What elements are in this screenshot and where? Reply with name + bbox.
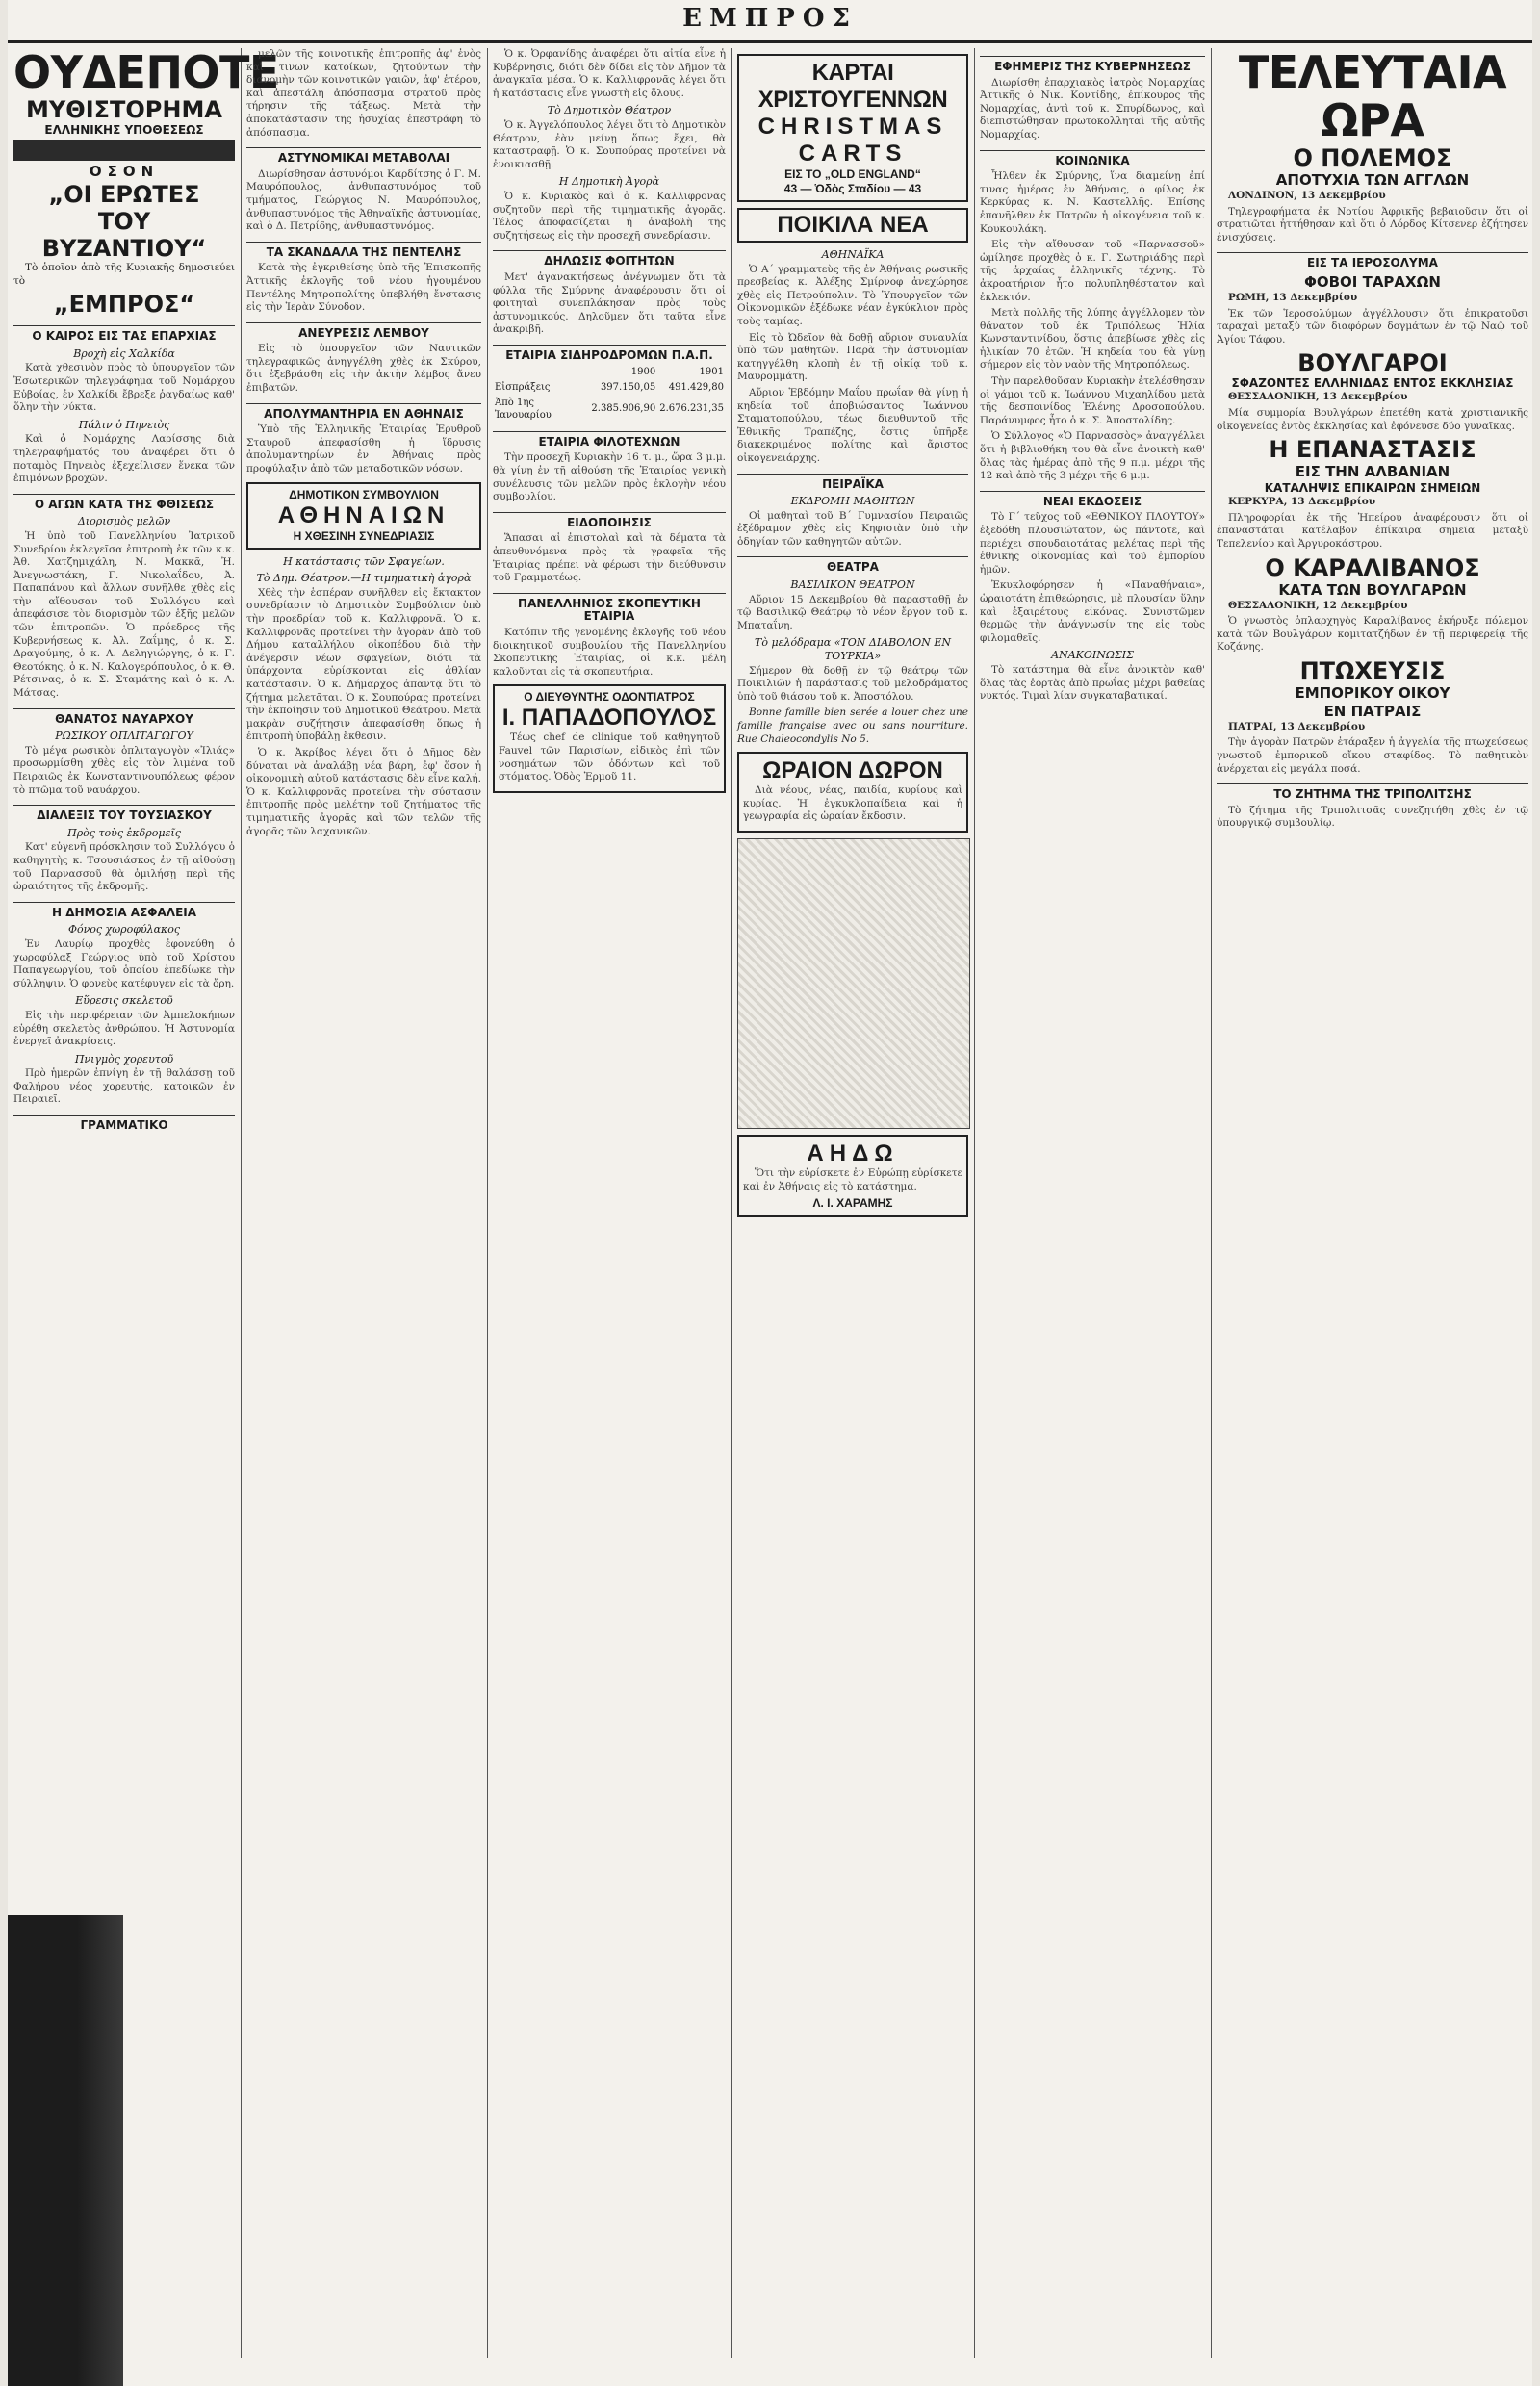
article-body: Σήμερον θὰ δοθῇ ἐν τῷ θεάτρῳ τῶν Ποικιλιῶν ἡ παράστασις τοῦ μελοδράματος ὑπὸ τοῦ θιάσου τοῦ κ. Ἀποστόλου. xyxy=(737,664,968,703)
sub-excursionists: Πρὸς τοὺς ἐκδρομεῖς xyxy=(67,826,181,839)
gift-ad-title: ΩΡΑΙΟΝ ΔΩΡΟΝ xyxy=(762,757,943,784)
sub-slaughterhouses: Η κατάστασις τῶν Σφαγείων. xyxy=(283,554,445,568)
article-body: Μία συμμορία Βουλγάρων ἐπετέθη κατὰ χριστιανικῆς οἰκογενείας ἐντὸς ἐκκλησίας καὶ ἐφόνευσε δύο γυναῖκας. xyxy=(1217,406,1528,432)
article-body: Κατ' εὐγενῆ πρόσκλησιν τοῦ Συλλόγου ὁ καθηγητὴς κ. Τσουσιάσκος ἐν τῇ αἰθούσῃ τοῦ Παρνασσοῦ θὰ ὁμιλήσῃ περὶ τῆς ὡραιότητος τῆς ἐκδρομῆς. xyxy=(13,841,235,893)
article-body: Διὰ νέους, νέας, παιδία, κυρίους καὶ κυρίας. Ἡ ἐγκυκλοπαίδεια καὶ ἡ γεωγραφία εἰς ὡραίαν ἔκδοσιν. xyxy=(743,784,962,823)
section-karalivanos: Ο ΚΑΡΑΛΙΒΑΝΟΣ xyxy=(1265,553,1480,581)
column-separator xyxy=(241,48,242,2358)
dateline-patras: ΠΑΤΡΑΙ, 13 Δεκεμβρίου xyxy=(1228,720,1366,732)
table-header-row xyxy=(493,365,726,380)
headline-subject: ΕΛΛΗΝΙΚΗΣ ΥΠΟΘΕΣΕΩΣ xyxy=(44,123,204,137)
sub-members: Διορισμὸς μελῶν xyxy=(77,515,171,528)
article-body: Αὔριον 15 Δεκεμβρίου θὰ παρασταθῇ ἐν τῷ Βασιλικῷ Θεάτρῳ τὸ νέον ἔργον τοῦ κ. Μπαταΐνη. xyxy=(737,593,968,631)
section-penteli: ΤΑ ΣΚΑΝΔΑΛΑ ΤΗΣ ΠΕΝΤΕΛΗΣ xyxy=(246,242,481,260)
dateline-london: ΛΟΝΔΙΝΟΝ, 13 Δεκεμβρίου xyxy=(1228,190,1386,201)
section-piraeus: ΠΕΙΡΑΪΚΑ xyxy=(737,474,968,492)
article-body: Τὸ κατάστημα θὰ εἶνε ἀνοικτὸν καθ' ὅλας τὰς ἑορτὰς ἀπὸ πρωΐας μέχρι βαθείας νυκτός. Τιμαὶ λίαν συγκαταβατικαί. xyxy=(980,663,1205,703)
article-body: Ὁ Σύλλογος «Ὁ Παρνασσὸς» ἀναγγέλλει ὅτι ἡ βιβλιοθήκη του θὰ εἶνε ἀνοικτὴ καθ' ὅλας τὰς ἡμέρας ἀπὸ τῆς 9 π.μ. μέχρι τῆς 12 καὶ ἀπὸ τῆς 3 μέχρι τῆς 6 μ.μ. xyxy=(980,430,1205,482)
article-body: Εἰς τὴν περιφέρειαν τῶν Ἀμπελοκήπων εὑρέθη σκελετὸς ἀνθρώπου. Ἡ Ἀστυνομία ἐνεργεῖ ἀνακρίσεις. xyxy=(13,1009,235,1048)
headline-byzantiou: ΤΟΥ ΒΥΖΑΝΤΙΟΥ“ xyxy=(41,208,207,262)
masthead: ΕΜΠΡΟΣ xyxy=(682,4,858,33)
sub-gendarme-murder: Φόνος χωροφύλακος xyxy=(67,923,181,936)
article-body: Χθὲς τὴν ἑσπέραν συνῆλθεν εἰς ἔκτακτον συνεδρίασιν τὸ Δημοτικὸν Συμβούλιον ὑπὸ τὴν προεδρίαν τοῦ κ. Καλλιφρονᾶ. Ὁ κ. Καλλιφρονᾶς προτείνει τὴν ἀγορὰν ἀπὸ τοῦ Δήμου καταλλήλου οἰκοπέδου διὰ τὴν ἀνέγερσιν νέων σφαγείων, διότι τὰ ὑπάρχοντα εὑρίσκονται εἰς ἀθλίαν κατάστασιν. Ὁ κ. Δήμαρχος ἀπαντᾷ ὅτι τὸ ζήτημα μελετᾶται. Ὁ κ. Σουπούρας προτείνει τὴν ἐκποίησιν τοῦ Δημοτικοῦ Θεάτρου. Μετὰ μακρὰν συζήτησιν ἀπεφασίσθη ὅπως ἡ ἐπιτροπὴ ὑποβάλῃ ἔκθεσιν. xyxy=(246,586,481,743)
section-disinfection: ΑΠΟΛΥΜΑΝΤΗΡΙΑ ΕΝ ΑΘΗΝΑΙΣ xyxy=(246,403,481,422)
sub-theatre-market: Τὸ Δημ. Θέατρον.—Η τιμηματικὴ ἀγορὰ xyxy=(256,572,472,585)
article-body: Ἡ ὑπὸ τοῦ Πανελληνίου Ἰατρικοῦ Συνεδρίου ἐκλεγεῖσα ἐπιτροπὴ ἐκ τῶν κ.κ. Ἀθ. Χατζημιχάλη, Ν. Μακκᾶ, Ἠ. Ἀνεγνωστάκη, Γ. Νικολαΐδου, Ἀ. Παπαπάνου καὶ ἄλλων συνῆλθε χθὲς εἰς τὴν αἴθουσαν τοῦ Συλλόγου καὶ ἀπεφάσισε τὸν διορισμὸν τῶν ἑξῆς μελῶν τῶν ἐπιτροπῶν. Ὁ πρόεδρος τῆς Κυβερνήσεως κ. Ἀλ. Ζαΐμης, ὁ κ. Σ. Δραγούμης, ὁ κ. Λ. Δεληγιώργης, ὁ κ. Γ. Θεοτόκης, ὁ κ. Ν. Καλογερόπουλος, ὁ κ. Θ. Ρέτσινας, ὁ κ. Σ. Σταμάτης καὶ ὁ κ. Α. Μάτσας. xyxy=(13,529,235,700)
article-body: Εἰς τὸ Ὠδεῖον θὰ δοθῇ αὔριον συναυλία ὑπὸ τῶν μαθητῶν. Παρὰ τὴν ἀστυνομίαν κατηγγέλθη κλοπὴ ἐν τῇ οἰκίᾳ τοῦ κ. Μαυρομμάτη. xyxy=(737,331,968,383)
article-body: Κατὰ χθεσινὸν πρὸς τὸ ὑπουργεῖον τῶν Ἐσωτερικῶν τηλεγράφημα τοῦ Νομάρχου Εὐβοίας, ἐν Χαλκίδι ἔβρεξε ῥαγδαίως καθ' ὅλην τὴν νύκτα. xyxy=(13,362,235,414)
section-bankruptcy: ΠΤΩΧΕΥΣΙΣ xyxy=(1299,656,1446,684)
section-notice: ΕΙΔΟΠΟΙΗΣΙΣ xyxy=(493,512,726,530)
melodrama-line: Τὸ μελόδραμα «ΤΟΝ ΔΙΑΒΟΛΟΝ ΕΝ ΤΟΥΡΚΙΑ» xyxy=(755,636,951,663)
section-tripolitsa: ΤΟ ΖΗΤΗΜΑ ΤΗΣ ΤΡΙΠΟΛΙΤΣΗΣ xyxy=(1217,783,1528,802)
article-body: μελῶν τῆς κοινοτικῆς ἐπιτροπῆς ἀφ' ἑνὸς καὶ τινων κατοίκων, ζητούντων τὴν διανομὴν τῶν κοινοτικῶν γαιῶν, ἀφ' ἑτέρου, καὶ ἀπεστάλη ἀπόσπασμα στρατοῦ πρὸς τήρησιν τῆς τάξεως. Μετὰ τὴν ἀποκατάστασιν τῆς ἡσυχίας ἐπεστράφη τὸ ἀπόσπασμα. xyxy=(246,48,481,139)
article-body: Τὴν προσεχῆ Κυριακὴν 16 τ. μ., ὥρα 3 μ.μ. θὰ γίνῃ ἐν τῇ αἰθούσῃ τῆς Ἑταιρίας γενικὴ συνέλευσις τῶν μελῶν πρὸς ἐκλογὴν νέου συμβουλίου. xyxy=(493,451,726,503)
article-body: Τηλεγραφήματα ἐκ Νοτίου Ἀφρικῆς βεβαιοῦσιν ὅτι οἱ στρατιῶται ἠττήθησαν καὶ ὅτι ὁ Λόρδος Κίτσενερ ἐζήτησεν ἐνισχύσεις. xyxy=(1217,205,1528,244)
column-separator xyxy=(1211,48,1212,2358)
aido-ad-title: ΑΗΔΩ xyxy=(807,1140,899,1167)
section-boat-found: ΑΝΕΥΡΕΣΙΣ ΛΕΜΒΟΥ xyxy=(246,322,481,341)
sub-rain-chalkida: Βροχὴ εἰς Χαλκίδα xyxy=(73,346,175,360)
column-5 xyxy=(980,48,1205,2358)
article-body: Ὁ κ. Κυριακὸς καὶ ὁ κ. Καλλιφρονᾶς συζητοῦν περὶ τῆς τιμηματικῆς ἀγορᾶς. Τέλος ἀποφασίζεται ἡ ἀναβολὴ τῆς συζητήσεως εἰς τὴν προσεχῆ συνεδρίασιν. xyxy=(493,190,726,242)
illustration-image xyxy=(737,838,970,1129)
section-revolution: Η ΕΠΑΝΑΣΤΑΣΙΣ xyxy=(1269,436,1476,464)
section-new-editions: ΝΕΑΙ ΕΚΔΟΣΕΙΣ xyxy=(980,491,1205,509)
article-body: Ἐκ τῶν Ἱεροσολύμων ἀγγέλλουσιν ὅτι ἐπικρατοῦσι ταραχαὶ μεταξὺ τῶν διαφόρων δογμάτων ἐν τῷ Ναῷ τοῦ Ἁγίου Τάφου. xyxy=(1217,307,1528,346)
column-3 xyxy=(493,48,726,2358)
sub-troopship: ΡΩΣΙΚΟΥ ΟΠΛΙΤΑΓΩΓΟΥ xyxy=(55,730,193,743)
ad-address: 43 — Ὁδὸς Σταδίου — 43 xyxy=(783,182,922,195)
ad-title-english: CHRISTMAS CARTS xyxy=(757,114,948,167)
section-weather: Ο ΚΑΙΡΟΣ ΕΙΣ ΤΑΣ ΕΠΑΡΧΙΑΣ xyxy=(13,325,235,344)
table-row xyxy=(493,396,726,423)
sub-merchant-house: ΕΜΠΟΡΙΚΟΥ ΟΙΚΟΥ xyxy=(1295,683,1450,702)
headline-erotes: „ΟΙ ΕΡΩΤΕΣ xyxy=(48,181,200,208)
section-social: ΚΟΙΝΩΝΙΚΑ xyxy=(980,150,1205,168)
article-body: Ὁ κ. Ἀγγελόπουλος λέγει ὅτι τὸ Δημοτικὸν Θέατρον, ἐὰν μείνῃ ὅπως ἔχει, θὰ καταστραφῇ. Ὁ κ. Σουπούρας προτείνει νὰ ἐνοικιασθῇ. xyxy=(493,118,726,170)
sub-municipal-theatre: Τὸ Δημοτικὸν Θέατρον xyxy=(547,104,672,117)
section-jerusalem: ΕΙΣ ΤΑ ΙΕΡΟΣΟΛΥΜΑ xyxy=(1217,252,1528,270)
column-separator xyxy=(487,48,488,2358)
sub-skeleton-found: Εὕρεσις σκελετοῦ xyxy=(75,994,173,1008)
paper-name: „ΕΜΠΡΟΣ“ xyxy=(53,291,195,319)
dateline-rome: ΡΩΜΗ, 13 Δεκεμβρίου xyxy=(1228,291,1358,303)
article-body: Πρὸ ἡμερῶν ἐπνίγη ἐν τῇ θαλάσσῃ τοῦ Φαλήρου νέος χορευτής, κατοικῶν ἐν Πειραιεῖ. xyxy=(13,1067,235,1106)
section-phthisis: Ο ΑΓΩΝ ΚΑΤΑ ΤΗΣ ΦΘΙΣΕΩΣ xyxy=(13,494,235,512)
ad-shop: ΕΙΣ ΤΟ „OLD ENGLAND“ xyxy=(784,167,921,181)
section-poikila: ΠΟΙΚΙΛΑ ΝΕΑ xyxy=(777,212,929,238)
article-body: Τὴν παρελθοῦσαν Κυριακὴν ἐτελέσθησαν οἱ γάμοι τοῦ κ. Ἰωάννου Μιχαηλίδου μετὰ τῆς δεσποινίδος Ἑλένης Δροσοπούλου. Παράνυμφος ἦτο ὁ κ. Σ. Ἀποστολίδης. xyxy=(980,375,1205,426)
article-body: Ὅτι τὴν εὐρίσκετε ἐν Εὐρώπῃ εὑρίσκετε καὶ ἐν Ἀθήναις εἰς τὸ κατάστημα. xyxy=(743,1167,962,1193)
poikila-box xyxy=(737,208,968,243)
section-bulgarians: ΒΟΥΛΓΑΡΟΙ xyxy=(1297,349,1448,377)
section-security: Η ΔΗΜΟΣΙΑ ΑΣΦΑΛΕΙΑ xyxy=(13,902,235,920)
newspaper-page xyxy=(8,0,1532,2386)
article-body: Πληροφορίαι ἐκ τῆς Ἠπείρου ἀναφέρουσιν ὅτι οἱ ἐπαναστάται κατέλαβον ἐπίκαιρα σημεῖα μεταξὺ Τεπελενίου καὶ Ἀργυροκάστρου. xyxy=(1217,511,1528,550)
article-body: Κατόπιν τῆς γενομένης ἐκλογῆς τοῦ νέου διοικητικοῦ συμβουλίου τῆς Πανελληνίου Σκοπευτικῆς Ἑταιρίας, οἱ κ.κ. μέλη καλοῦνται εἰς τὰ σκοπευτήρια. xyxy=(493,626,726,678)
sub-student-excursion: ΕΚΔΡΟΜΗ ΜΑΘΗΤΩΝ xyxy=(790,495,915,508)
col-year-1901: 1901 xyxy=(699,367,724,378)
sub-capture: ΚΑΤΑΛΗΨΙΣ ΕΠΙΚΑΙΡΩΝ ΣΗΜΕΙΩΝ xyxy=(1264,481,1481,496)
article-body: Ὁ κ. Ὀρφανίδης ἀναφέρει ὅτι αἰτία εἶνε ἡ Κυβέρνησις, διότι δὲν δίδει εἰς τὸν Δῆμον τὰ ἀναγκαῖα μέσα. Ὁ κ. Καλλιφρονᾶς λέγει ὅτι ἡ κατάστασις εἶνε γνωστὴ εἰς ὅλους. xyxy=(493,48,726,99)
section-shooting-society: ΠΑΝΕΛΛΗΝΙΟΣ ΣΚΟΠΕΥΤΙΚΗ ΕΤΑΙΡΙΑ xyxy=(493,593,726,624)
article-body: Ἐν Λαυρίῳ προχθὲς ἐφονεύθη ὁ χωροφύλαξ Γεώργιος ὑπὸ τοῦ Χρίστου Παπαγεωργίου, τοῦ ὁποίου ἐπεδίωκε τὴν σύλληψιν. Ὁ φονεὺς κατέφυγεν εἰς τὰ ὄρη. xyxy=(13,937,235,989)
ad-title-greek: ΚΑΡΤΑΙ ΧΡΙΣΤΟΥΓΕΝΝΩΝ xyxy=(757,60,948,113)
section-war: Ο ΠΟΛΕΜΟΣ xyxy=(1293,144,1452,171)
french-notice: Bonne famille bien serée a louer chez une famille française avec ou sans nourriture. Rue Chaleocondylis No 5. xyxy=(737,706,968,745)
article-body: Ἦλθεν ἐκ Σμύρνης, ἵνα διαμείνῃ ἐπί τινας ἡμέρας ἐν Ἀθήναις, ὁ φίλος ἐκ Κερκύρας κ. Ν. Καστελλῆς. Ἐπίσης ἐπανῆλθεν ἐκ Πατρῶν ἡ οἰκογένεια τοῦ κ. Κουκουλάκη. xyxy=(980,170,1205,235)
section-friends-of-arts: ΕΤΑΙΡΙΑ ΦΙΛΟΤΕΧΝΩΝ xyxy=(493,431,726,449)
christmas-cards-ad xyxy=(737,54,968,202)
council-box xyxy=(246,482,481,550)
column-2 xyxy=(246,48,481,2358)
aido-ad-name: Λ. Ι. ΧΑΡΑΜΗΣ xyxy=(812,1196,893,1211)
intro-text: Τὸ ὁποῖον ἀπὸ τῆς Κυριακῆς δημοσιεύει τὸ xyxy=(13,262,235,287)
sub-announcement: ΑΝΑΚΟΙΝΩΣΙΣ xyxy=(1051,649,1134,662)
article-body: Καὶ ὁ Νομάρχης Λαρίσσης διὰ τηλεγραφήματός του ἀναφέρει ὅτι ὁ ποταμὸς Πηνειὸς ἐξεχείλισεν ἕνεκα τῶν ἐπιμόνων βροχῶν. xyxy=(13,433,235,485)
article-body: Εἰς τὴν αἴθουσαν τοῦ «Παρνασσοῦ» ὡμίλησε προχθὲς ὁ κ. Γ. Σωτηριάδης περὶ τῆς ἀρχαίας ἑλληνικῆς τέχνης. Τὸ ἀκροατήριον ἦτο πολυπληθέστατον καὶ ἐκλεκτόν. xyxy=(980,239,1205,303)
aido-ad xyxy=(737,1135,968,1217)
sub-massacre: ΣΦΑΖΟΝΤΕΣ ΕΛΛΗΝΙΔΑΣ ΕΝΤΟΣ ΕΚΚΛΗΣΙΑΣ xyxy=(1231,376,1514,391)
article-body: Ἅπασαι αἱ ἐπιστολαὶ καὶ τὰ δέματα τὰ ἀπευθυνόμενα πρὸς τὰ γραφεῖα τῆς Ἑταιρίας πρέπει νὰ φέρωσι τὴν διεύθυνσιν τοῦ Γραμματέως. xyxy=(493,532,726,584)
row-label: Ἀπὸ 1ης Ἰανουαρίου xyxy=(495,397,552,422)
article-body: Εἰς τὸ ὑπουργεῖον τῶν Ναυτικῶν τηλεγραφικῶς ἀνηγγέλθη χθὲς ἐκ Σκύρου, ὅτι ἐξεβράσθη εἰς τὴν ἀκτὴν λέμβος ἄνευ ἐπιβατῶν. xyxy=(246,343,481,395)
article-body: Τὸ μέγα ρωσικὸν ὁπλιταγωγὸν «Ἰλιάς» προσωρμίσθη χθὲς εἰς τὸν λιμένα τοῦ Πειραιῶς ἐκ Κωνσταντινουπόλεως φέρον τὸ πτῶμα τοῦ ναυάρχου. xyxy=(13,744,235,796)
council-athens: ΑΘΗΝΑΙΩΝ xyxy=(277,501,450,528)
article-body: Ὑπὸ τῆς Ἑλληνικῆς Ἑταιρίας Ἐρυθροῦ Σταυροῦ ἀπεφασίσθη ἡ ἵδρυσις ἀπολυμαντηρίων ἐν Ἀθήναις πρὸς προφύλαξιν ἀπὸ τῶν μεταδοτικῶν νόσων. xyxy=(246,423,481,475)
column-separator xyxy=(974,48,975,2358)
article-body: Ὁ κ. Ἀκρίβος λέγει ὅτι ὁ Δῆμος δὲν δύναται νὰ ἀναλάβῃ νέα βάρη, ἐφ' ὅσον ἡ οἰκονομικὴ αὐτοῦ κατάστασις δὲν εἶνε καλή. Ὁ κ. Καλλιφρονᾶς προτείνει τὴν σύστασιν ἐπιτροπῆς πρὸς μελέτην τοῦ ζητήματος τῆς τιμηματικῆς ἀγορᾶς καὶ τῶν τελῶν τῆς ἀγορᾶς τῶν λαχανικῶν. xyxy=(246,746,481,837)
article-body: Αὔριον Ἑβδόμην Μαΐου πρωΐαν θὰ γίνῃ ἡ κηδεία τοῦ ἀποβιώσαντος Ἰωάννου Σταματοπούλου, τέως διευθυντοῦ τῆς Ἐθνικῆς Τραπέζης, ὅστις ὑπῆρξε διακεκριμένος πολίτης καὶ ἄριστος οἰκογενειάρχης. xyxy=(737,386,968,464)
row-label: Εἰσπράξεις xyxy=(495,382,551,394)
section-theatres: ΘΕΑΤΡΑ xyxy=(737,556,968,575)
cell-value: 397.150,05 xyxy=(600,382,656,394)
section-grammatiko: ΓΡΑΜΜΑΤΙΚΟ xyxy=(13,1115,235,1133)
masthead-rule xyxy=(8,40,1532,43)
col-year-1900: 1900 xyxy=(630,367,656,378)
sub-municipal-market: Η Δημοτικὴ Ἀγορὰ xyxy=(558,175,660,189)
royal-theatre: ΒΑΣΙΛΙΚΟΝ ΘΕΑΤΡΟΝ xyxy=(790,578,915,592)
dateline-corfu: ΚΕΡΚΥΡΑ, 13 Δεκεμβρίου xyxy=(1228,496,1376,508)
article-body: Ὁ γνωστὸς ὁπλαρχηγὸς Καραλίβανος ἐκήρυξε πόλεμον κατὰ τῶν Βουλγάρων κομιτατζήδων ἐν τῇ περιφερείᾳ τῆς Κοζάνης. xyxy=(1217,615,1528,654)
article-body: Ἐκυκλοφόρησεν ἡ «Παναθήναια», ὡραιοτάτη ἐπιθεώρησις, μὲ πλουσίαν ὕλην καὶ ἐξαιρέτους εἰκόνας. Συνιστῶμεν θερμῶς τὴν ἀνάγνωσίν της εἰς τοὺς φιλομαθεῖς. xyxy=(980,579,1205,644)
article-body: Διωρίσθη ἐπαρχιακὸς ἰατρὸς Νομαρχίας Ἀττικῆς ὁ Νικ. Κοντίδης, ἐπίκουρος τῆς Νομαρχίας, ἀντὶ τοῦ κ. Σπυρίδωνος, καὶ διεπιστώθησαν πρωτοκολληταὶ τῆς αὐτῆς Νομαρχίας. xyxy=(980,76,1205,141)
dentist-tag: Ο ΔΙΕΥΘΥΝΤΗΣ ΟΔΟΝΤΙΑΤΡΟΣ xyxy=(524,690,695,705)
column-4 xyxy=(737,48,968,2358)
article-body: Τὴν ἀγορὰν Πατρῶν ἐτάραξεν ἡ ἀγγελία τῆς πτωχεύσεως γνωστοῦ ἐμπορικοῦ οἴκου σταφίδος. Τὸ παθητικὸν ἀνέρχεται εἰς μεγάλα ποσά. xyxy=(1217,736,1528,775)
headline-mythistorima: ΜΥΘΙΣΤΟΡΗΜΑ xyxy=(26,96,222,123)
dark-strip xyxy=(13,140,235,161)
section-students: ΔΗΛΩΣΙΣ ΦΟΙΤΗΤΩΝ xyxy=(493,250,726,269)
article-body: Τὸ Γ΄ τεῦχος τοῦ «ΕΘΝΙΚΟΥ ΠΛΟΥΤΟΥ» ἐξεδόθη πλουσιώτατον, ὡς πάντοτε, καὶ περιέχει σπουδαιοτάτας μελέτας περὶ τῆς ἐθνικῆς οἰκονομίας καὶ τοῦ ἐμπορίου ἡμῶν. xyxy=(980,511,1205,576)
section-gazette: ΕΦΗΜΕΡΙΣ ΤΗΣ ΚΥΒΕΡΝΗΣΕΩΣ xyxy=(980,56,1205,74)
sub-fears: ΦΟΒΟΙ ΤΑΡΑΧΩΝ xyxy=(1304,272,1441,291)
sub-drowning: Πνιγμὸς χορευτοῦ xyxy=(74,1052,174,1065)
sub-athenian: ΑΘΗΝΑΪΚΑ xyxy=(821,248,885,261)
article-body: Τέως chef de clinique τοῦ καθηγητοῦ Fauvel τῶν Παρισίων, εἰδικὸς ἐπὶ τῶν νοσημάτων τῶν ὀδόντων καὶ τοῦ στόματος. Ὁδὸς Ἑρμοῦ 11. xyxy=(499,731,720,783)
gift-ad xyxy=(737,752,968,833)
sub-against-bulgarians: ΚΑΤΑ ΤΩΝ ΒΟΥΛΓΑΡΩΝ xyxy=(1278,580,1467,599)
section-police-changes: ΑΣΤΥΝΟΜΙΚΑΙ ΜΕΤΑΒΟΛΑΙ xyxy=(246,147,481,166)
sub-pineios: Πάλιν ὁ Πηνειὸς xyxy=(78,418,170,431)
torn-paper-edge xyxy=(8,1915,123,2386)
headline-oudepote: ΟΥΔΕΠΟΤΕ xyxy=(13,46,279,98)
table-row xyxy=(493,380,726,396)
section-railways: ΕΤΑΙΡΙΑ ΣΙΔΗΡΟΔΡΟΜΩΝ Π.Α.Π. xyxy=(493,345,726,363)
cell-value: 2.676.231,35 xyxy=(659,403,724,415)
headline-last-hour: ΤΕΛΕΥΤΑΙΑ ΩΡΑ xyxy=(1238,46,1507,146)
railway-revenue-table xyxy=(493,365,726,423)
article-body: Διωρίσθησαν ἀστυνόμοι Καρδίτσης ὁ Γ. Μ. Μαυρόπουλος, ἀνθυπαστυνόμος τοῦ τμήματος, Γεώργιος Ν. Μαυρόπουλος, ἀνθυπαστυνόμος τῆς Ἀθηναϊκῆς ἀστυνομίας, καὶ ὁ Δ. Πετρίδης, ἀνθυπαστυνόμος. xyxy=(246,167,481,233)
article-body: Ὁ Α΄ γραμματεὺς τῆς ἐν Ἀθήναις ρωσικῆς πρεσβείας κ. Ἀλέξης Σμίρνοφ ἀνεχώρησε χθὲς εἰς Πετρούπολιν. Τὸ Ὑπουργεῖον τῶν Οἰκονομικῶν ἐξέδωκε νέαν ἐγκύκλιον πρὸς τοὺς ταμίας. xyxy=(737,263,968,327)
article-body: Μετὰ πολλῆς τῆς λύπης ἀγγέλλομεν τὸν θάνατον τοῦ ἐκ Τριπόλεως Ἠλία Κωνσταντινίδου, ὅστις ἀπεβίωσε χθὲς εἰς ἡλικίαν 70 ἐτῶν. Ἡ κηδεία του θὰ γίνῃ σήμερον εἰς τὸν ναὸν τῆς Μητροπόλεως. xyxy=(980,307,1205,372)
dateline-thessaloniki-2: ΘΕΣΣΑΛΟΝΙΚΗ, 12 Δεκεμβρίου xyxy=(1228,599,1408,611)
headline-oson: ΟΣΟΝ xyxy=(89,163,160,180)
section-lecture: ΔΙΑΛΕΞΙΣ ΤΟΥ ΤΟΥΣΙΑΣΚΟΥ xyxy=(13,805,235,823)
cell-value: 2.385.906,90 xyxy=(591,403,656,415)
article-body: Μετ' ἀγανακτήσεως ἀνέγνωμεν ὅτι τὰ φύλλα τῆς Σμύρνης ἀναφέρουσιν ὅτι οἱ φοιτηταὶ συνεπλάκησαν πρὸς τοὺς ἀστυνομικούς. Δηλοῦμεν ὅτι ταῦτα εἶνε ἀνακριβῆ. xyxy=(493,270,726,336)
sub-patras: ΕΝ ΠΑΤΡΑΙΣ xyxy=(1323,702,1422,720)
sub-albania: ΕΙΣ ΤΗΝ ΑΛΒΑΝΙΑΝ xyxy=(1295,463,1450,481)
article-body: Τὸ ζήτημα τῆς Τριπολιτσᾶς συνεζητήθη χθὲς ἐν τῷ ὑπουργικῷ συμβουλίῳ. xyxy=(1217,804,1528,830)
sub-british-failure: ΑΠΟΤΥΧΙΑ ΤΩΝ ΑΓΓΛΩΝ xyxy=(1275,171,1470,189)
dentist-name: Ι. ΠΑΠΑΔΟΠΟΥΛΟΣ xyxy=(501,705,717,731)
dentist-ad xyxy=(493,684,726,792)
column-6 xyxy=(1217,48,1528,2358)
article-body: Οἱ μαθηταὶ τοῦ Β΄ Γυμνασίου Πειραιῶς ἐξέδραμον χθὲς εἰς Κηφισιὰν ὑπὸ τὴν ὁδηγίαν τῶν καθηγητῶν αὐτῶν. xyxy=(737,509,968,548)
cell-value: 491.429,80 xyxy=(668,382,724,394)
section-admiral-death: ΘΑΝΑΤΟΣ ΝΑΥΑΡΧΟΥ xyxy=(13,708,235,727)
council-session: Η ΧΘΕΣΙΝΗ ΣΥΝΕΔΡΙΑΣΙΣ xyxy=(293,528,435,543)
council-title: ΔΗΜΟΤΙΚΟΝ ΣΥΜΒΟΥΛΙΟΝ xyxy=(289,487,439,501)
article-body: Κατὰ τὴς ἐγκριθείσης ὑπὸ τῆς Ἐπισκοπῆς Ἀττικῆς ἐκλογῆς τοῦ νέου ἡγουμένου Πεντέλης Μητροπολίτης ὑπεβλήθη ἔνστασις εἰς τὴν Ἱερὰν Σύνοδον. xyxy=(246,262,481,314)
dateline-thessaloniki: ΘΕΣΣΑΛΟΝΙΚΗ, 13 Δεκεμβρίου xyxy=(1228,391,1408,403)
